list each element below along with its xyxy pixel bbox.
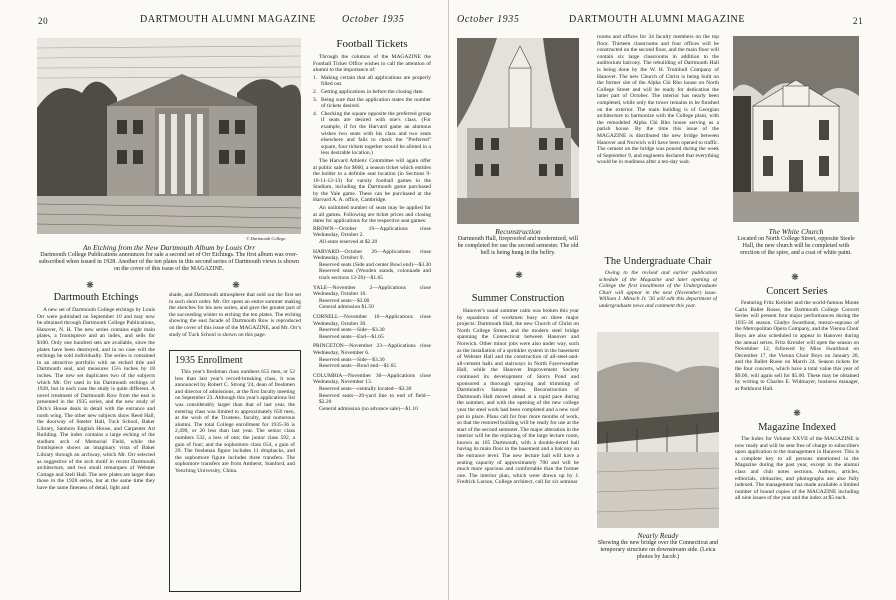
- football-item-3: 3. Being sure that the application states the number of tickets desired.: [313, 96, 431, 110]
- etching-caption-title: An Etching from the New Dartmouth Album by Louis Orr: [82, 244, 256, 252]
- football-item-2: 2. Getting applications in before the closing date.: [313, 88, 424, 95]
- page-number-right: 21: [853, 16, 864, 26]
- running-head-left: DARTMOUTH ALUMNI MAGAZINE: [140, 14, 317, 25]
- bridge-photo: [597, 332, 719, 528]
- issue-date-right: October 1935: [457, 14, 520, 25]
- reconstruction-caption-text: Dartmouth Hall, fireproofed and modernized, will be completed for use the second semester. The old bell is being hung in the belfry.: [457, 236, 579, 256]
- white-church-caption-text: Located on North College Street, opposite Steele Hall, the new church will be completed with erection of the spire, and a coat of white paint.: [737, 236, 855, 256]
- index-body: [735, 436, 859, 592]
- schedule-yale: YALE—November 2—Applications close Wednesday, October 16. Reserved seats—$3.00 General admission $1.50: [313, 284, 431, 311]
- white-church-photo: [733, 36, 859, 222]
- construction-continued-text: rooms and offices for 34 faculty members on the top floor. Thirteen classrooms and four offices will be constructed on the second floor, and the main floor will contain six large classrooms in addition to the auditorium balcony. The rebuilding of Dartmouth Hall is being done by the W. H. Trumbull Company of Hanover. The new Church of Christ is being built on the former site of the Alpha Chi Rho house on North College Street and will be ready for dedication the latter part of October. The interior has nearly been completed, while only the tower remains to be finished on the exterior. The main building is of Georgian architecture to harmonize with the College plant, with the remodeled Alpha Chi Rho house serving as a parish house. By the time this issue of the MAGAZINE is distributed the new bridge between Hanover and Norwich will have been opened to traffic. The cement on the bridge was poured during the week of September 9, and engineers declared that everything would be in readiness after a ten-day wait.: [597, 34, 719, 166]
- concert-body: [735, 300, 859, 404]
- undergrad-text: Owing to the revised and earlier publication schedule of the Magazine and later opening of College the first installment of the Undergraduate Chair will appear in the next (November) issue. William J. Minsch Jr. '36 will edit this department of undergraduate news and comment this year.: [599, 270, 717, 309]
- schedule-cornell: CORNELL—November 16—Applications close Wednesday, October 30. Reserved seats—Side—$3.30 Reserved seats—End—$1.65: [313, 313, 431, 340]
- concert-text: Featuring Fritz Kreisler and the world-famous Monte Carlo Ballet Russe, the Dartmouth College Concert Series will present four major performances during the 1935-36 season. Gladys Swarthout, mezzo-soprano of the Metropolitan Opera Company, and the Vienna Choir Boys are also scheduled to appear in Hanover during the annual series. Fritz Kreisler will open the season on November 12, followed by Miss Swarthout on December 17, the Vienna Choir Boys on January 28, and the Ballet Russe on March 24. Season tickets for the four concerts, which have a total value this year of $9.00, will again sell for $5.00. These may be obtained by writing to Charles E. Widmayer, business manager, at Parkhurst Hall.: [735, 300, 859, 392]
- page-number-left: 20: [38, 16, 49, 26]
- reconstruction-caption-title: Reconstruction: [495, 228, 541, 236]
- schedule-harvard: HARVARD—October 26—Applications close Wednesday, October 9. Reserved seats (Side and center Bowl end)—$3.30 Reserved seats (Wooden stands, colonnade and track sections 12-26)—$1.65: [313, 248, 431, 281]
- etchings-col1: [37, 307, 155, 592]
- summer-body: [457, 308, 579, 592]
- reconstruction-photo: [457, 38, 579, 224]
- etching-credit: © Dartmouth College.: [246, 236, 287, 241]
- ornament-5: ❋: [793, 408, 801, 418]
- index-heading: Magazine Indexed: [758, 422, 836, 433]
- ornament-1: ❋: [86, 280, 94, 290]
- summer-text: Hanover's usual summer calm was broken this year by squadrons of workmen busy on three major projects: Dartmouth Hall, the new Church of Christ on North College Street, and the modern steel bridge spanning the Connecticut between Hanover and Norwich. Other minor jobs were also under way, such as the installation of a sprinkler system in the basement of Webster Hall and the construction of all-steel-and-all-cement halls and stairways in North Fayerweather Hall, while the Hanover Improvement Society continued its development of Storrs Pond and sponsored a thorough spraying and trimming of Dartmouth's famous elms. Reconstruction of Dartmouth Hall moved ahead at a rapid pace during the summer, and with the opening of the new college year the steel work had been completed and a new roof put in place. Plans call for four more months of work, so that the restored building will be ready for use at the start of the second semester. The major alteration in the interior will be the replacing of the large lecture room, known as 105 Dartmouth, with a double-tiered hall having its main floor in the basement and a balcony on the entrance level. The new lecture hall will have a seating capacity of approximately 700 and will be much more spacious and comfortable than the former one. The interior plan, which were drawn up by J. Fredrick Larson, College architect, call for six seminar: [457, 308, 579, 486]
- etching-caption-text: Dartmouth College Publications announces for sale a second set of Orr Etchings. The first album was over-subscribed when issued in 1928. Another of the ten plates in this second series of Dartmouth views is shown on the cover of this issue of the MAGAZINE.: [38, 252, 300, 272]
- etchings-heading: Dartmouth Etchings: [53, 292, 139, 303]
- etching-caption: [37, 244, 301, 278]
- etching-drawing: [37, 38, 301, 234]
- schedule-princeton: PRINCETON—November 23—Applications close Wednesday, November 6. Reserved seats—Side—$3.30 Reserved seats—Bowl end—$1.65: [313, 343, 431, 370]
- white-church-drawing: [733, 36, 859, 222]
- enrollment-heading: 1935 Enrollment: [175, 355, 243, 366]
- white-church-caption-title: The White Church: [768, 228, 824, 236]
- football-column: [313, 54, 431, 594]
- football-item-4: 4. Checking the square opposite the preferred group if seats are desired with one's class. (For example, if for the Harvard game an alumnus wishes two seats with his class and two seats elsewhere and fails to check the "Preferred" square, four tickets together would be alloted in a less desirable location.): [313, 110, 431, 157]
- bridge-caption-text: Showing the new bridge over the Connecticut and temporary structure on downstream side. (Leica photos by Jacob.): [597, 540, 719, 560]
- issue-date-left: October 1935: [342, 14, 405, 25]
- etchings-col1-text: A new set of Dartmouth College etchings by Louis Orr were published on September 10 and may now be obtained through Dartmouth College Publications, Hanover, N. H. The new series contains eight main plates, a frontispiece and an index, and sells for $100. Only one hundred sets are available, since the plates have been destroyed, and in no case will the etchings be sold individually. The series is contained in an attractive portfolio with an etched title and Dartmouth seal, and measures 15¼ inches by 18 inches. The new set duplicates two of the subjects which Mr. Orr used in his Dartmouth etchings of 1928, but in each case the study is quite different. A novel treatment of Dartmouth Row from the east is presented in the 1935 series, and the new study of Dick's House deals in detail with the entrance and north wing. The other new subjects show Reed Hall, the doorway of Steeter Hall, Tuck School, Baker Library, Sanborn English House, and Carpenter Art Building. The index contains a large etching of the stadium arch of Memorial Field, while the frontispiece shows an imaginary vista of Baker Library through an archway, which Mr. Orr selected as suggestive of the arch motif in recent Dartmouth architecture, and two small remarques of Webster Cottage and Stell Hall. The new plates are larger than those in the 1928 series, but at the same time they have the same fineness of detail, light and: [37, 307, 155, 492]
- football-list: [313, 75, 431, 157]
- football-intro: Through the columns of the MAGAZINE the Football Ticket Office wishes to call the attention of alumni to the importance of:: [313, 54, 431, 74]
- running-head-right: DARTMOUTH ALUMNI MAGAZINE: [569, 14, 746, 25]
- white-church-caption: [733, 228, 859, 268]
- schedule-brown: BROWN—October 19—Applications close Wednesday, October 2. All seats reserved at $2.20: [313, 225, 431, 246]
- undergrad-heading: The Undergraduate Chair: [604, 256, 712, 267]
- etchings-col2: [169, 292, 301, 350]
- enrollment-text: This year's freshman class numbers 655 men, or 52 less than last year's record-breaking class, it was announced by Robert C. Strong '24, dean of freshmen and director of admissions, at the first faculty meeting on September 23. Although this year's applications list was considerably larger than that of last year, the entering class was limited to approximately 650 men, at the wish of the Trustees, faculty, and numerous alumni. The total College enrollment for 1935-36 is 2,490, or 20 less than last year. The senior class numbers 532, a loss of one; the junior class 592, a gain of four; and the sophomore class 654, a gain of 29. The freshman figure includes 11 dropbacks, and the sophomore figure includes three transfers. The sophomore transfers are from Amherst, Stanford, and Yenching University, China.: [175, 369, 295, 474]
- reconstruction-drawing: [457, 38, 579, 224]
- undergrad-body: [599, 270, 717, 330]
- etchings-col2-text: shade, and Dartmouth atmosphere that sold out the first set in such short order. Mr. Orr spent an entire summer making the sketches for his new series, and gave the greater part of the succeeding winter to etching the ten plates. The etching showing the east facade of Dartmouth Row is reproduced on the cover of this issue of the MAGAZINE, and Mr. Orr's study of Tuck School is shown on this page.: [169, 292, 301, 338]
- football-para2: An unlimited number of seats may be applied for at all games. Following are ticket prices and closing dates for applications for the respective seat games:: [313, 205, 431, 225]
- bridge-caption-title: Nearly Ready: [637, 532, 679, 540]
- ornament-3: ❋: [515, 270, 523, 280]
- enrollment-box: [169, 350, 301, 592]
- construction-continued: [597, 34, 719, 234]
- football-schedule: [313, 226, 431, 412]
- right-page: [448, 0, 896, 600]
- reconstruction-caption: [457, 228, 579, 268]
- football-para1: The Harvard Athletic Committee will again offer at public sale for $660, a season ticket which entitles the holder to a definite seat location (in Sections 9-10-11-12-13) for varsity football games in the Stadium, including the Dartmouth game purchased by the Yale game. These can be purchased at the Harvard A. A. office, Cambridge.: [313, 157, 431, 204]
- ornament-2: ❋: [232, 280, 240, 290]
- index-text: The Index for Volume XXVII of the MAGAZINE is now ready and will be sent free of charge to subscribers upon application to the management in Hanover. This is a complete key to all persons mentioned in the Magazine during the past year, except in the alumni class and club notes sections. Authors, articles, editorials, obituaries, and photographs are also fully indexed. The management has made available a limited number of bound copies of the MAGAZINE including all nine issues of the year and the index at $5 each.: [735, 436, 859, 502]
- ornament-4: ❋: [791, 272, 799, 282]
- etching-illustration: [37, 38, 301, 234]
- bridge-drawing: [597, 332, 719, 528]
- football-heading: Football Tickets: [336, 38, 408, 50]
- bridge-caption: [597, 532, 719, 572]
- concert-heading: Concert Series: [766, 286, 828, 297]
- schedule-columbia: COLUMBIA—November 30—Applications close Wednesday, November 13. Reserved seats—centrally located—$3.30 Reserved seats—20-yard line to end of field—$2.20 General admission (no advance sale)—$1.10: [313, 372, 431, 412]
- football-item-1: 1. Making certain that all applications are properly filled out.: [313, 74, 431, 88]
- summer-heading: Summer Construction: [471, 293, 565, 304]
- enrollment-body: [175, 369, 295, 584]
